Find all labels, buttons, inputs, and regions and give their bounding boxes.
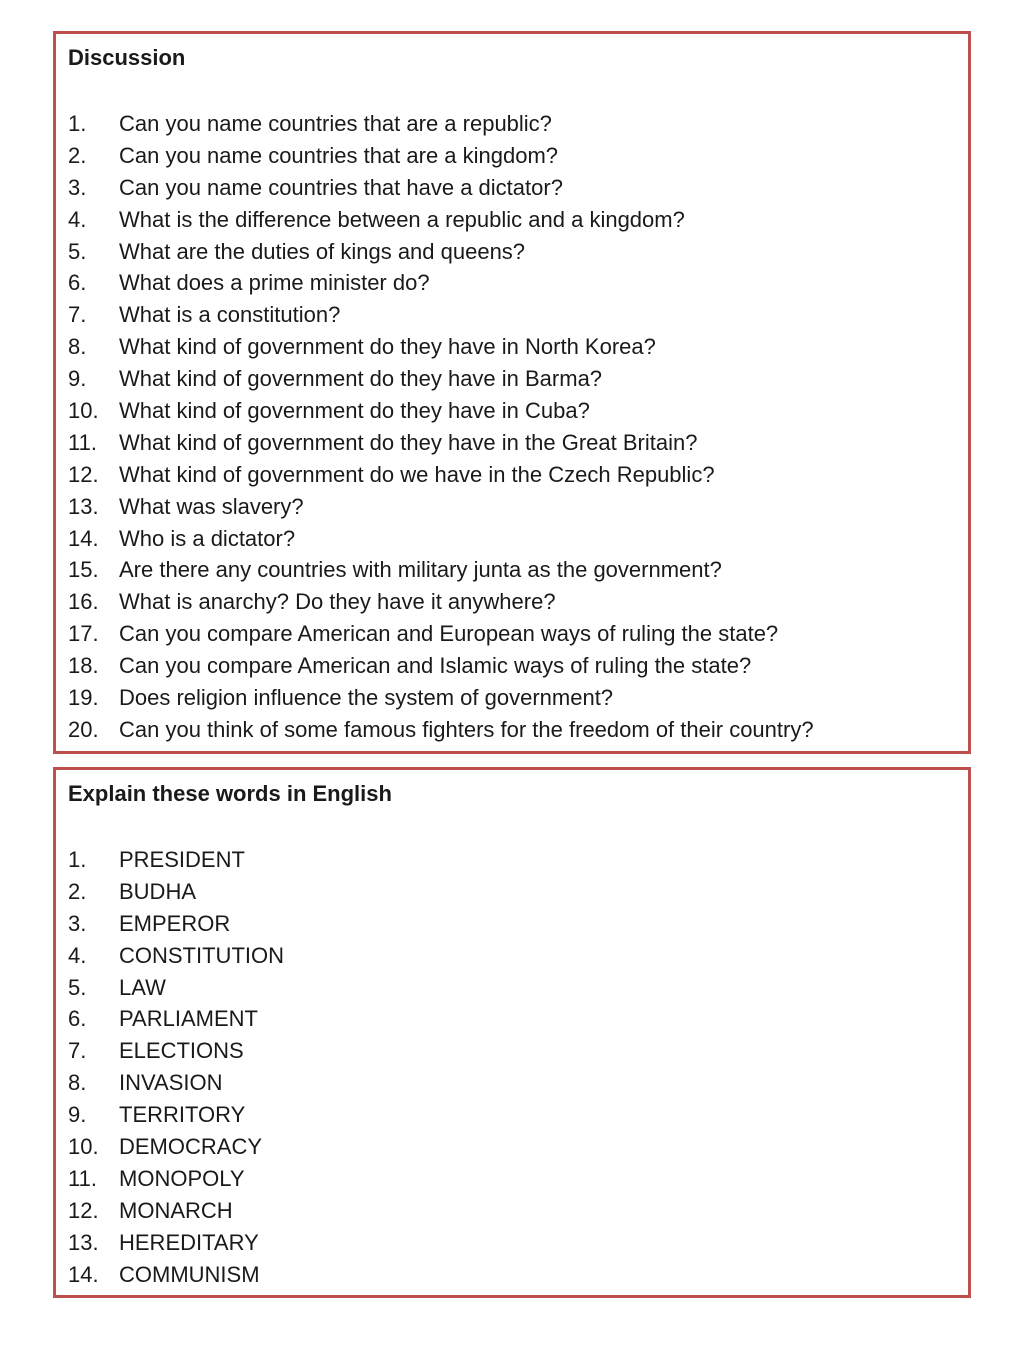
discussion-item <box>68 523 956 555</box>
discussion-item <box>68 267 956 299</box>
item-text: What kind of government do we have in the Czech Republic? <box>119 461 715 487</box>
item-number: 8. <box>68 1070 87 1096</box>
vocabulary-title: Explain these words in English <box>68 781 392 806</box>
item-text: What kind of government do they have in Cuba? <box>119 398 590 424</box>
item-text: Can you name countries that are a kingdom? <box>119 142 559 168</box>
item-number: 2. <box>68 142 87 168</box>
item-text: Are there any countries with military junta as the government? <box>119 557 722 583</box>
item-text: What kind of government do they have in North Korea? <box>119 334 656 360</box>
discussion-item <box>68 140 956 172</box>
item-number: 11. <box>68 1165 97 1191</box>
item-number: 5. <box>68 974 87 1000</box>
item-text: CONSTITUTION <box>119 942 284 968</box>
item-text: What kind of government do they have in Barma? <box>119 366 603 392</box>
item-number: 4. <box>68 206 87 232</box>
item-number: 1. <box>68 111 87 136</box>
item-text: What does a prime minister do? <box>119 270 430 296</box>
item-text: Does religion influence the system of government? <box>119 685 614 711</box>
vocabulary-item <box>68 1131 956 1163</box>
item-text: What is anarchy? Do they have it anywhere? <box>119 589 556 615</box>
vocabulary-item <box>68 1195 956 1227</box>
discussion-title: Discussion <box>68 45 186 70</box>
discussion-item <box>68 714 956 746</box>
vocabulary-box <box>53 767 971 1298</box>
item-text: What kind of government do they have in the Great Britain? <box>119 429 698 455</box>
item-number: 2. <box>68 878 87 904</box>
item-number: 8. <box>68 334 87 360</box>
vocabulary-list <box>68 844 956 1290</box>
item-text: EMPEROR <box>119 910 231 936</box>
discussion-item <box>68 682 956 714</box>
item-text: Can you think of some famous fighters for the freedom of their country? <box>119 716 814 742</box>
item-text: ELECTIONS <box>119 1038 244 1064</box>
item-text: Can you name countries that are a republic? <box>119 111 552 136</box>
item-number: 7. <box>68 1038 87 1064</box>
item-number: 14. <box>68 1261 99 1287</box>
vocabulary-item <box>68 1067 956 1099</box>
item-text: Can you name countries that have a dictator? <box>119 174 563 200</box>
discussion-item <box>68 586 956 618</box>
item-number: 6. <box>68 1006 87 1032</box>
item-number: 15. <box>68 557 99 583</box>
item-number: 17. <box>68 621 99 647</box>
item-text: COMMUNISM <box>119 1261 260 1287</box>
item-text: LAW <box>119 974 166 1000</box>
discussion-box <box>53 31 971 754</box>
item-text: PRESIDENT <box>119 847 245 872</box>
discussion-list <box>68 108 956 746</box>
discussion-item <box>68 331 956 363</box>
item-number: 10. <box>68 1134 99 1160</box>
item-text: What is the difference between a republic and a kingdom? <box>119 206 685 232</box>
item-number: 12. <box>68 461 99 487</box>
item-number: 18. <box>68 653 99 679</box>
item-text: Who is a dictator? <box>119 525 296 551</box>
item-text: BUDHA <box>119 878 197 904</box>
item-number: 19. <box>68 685 99 711</box>
vocabulary-item <box>68 844 956 876</box>
item-text: HEREDITARY <box>119 1229 259 1255</box>
discussion-item <box>68 204 956 236</box>
discussion-item <box>68 650 956 682</box>
item-number: 11. <box>68 429 97 455</box>
item-text: What is a constitution? <box>119 302 341 328</box>
item-number: 13. <box>68 1229 99 1255</box>
item-text: Can you compare American and European ways of ruling the state? <box>119 621 779 647</box>
item-number: 4. <box>68 942 87 968</box>
item-number: 13. <box>68 493 99 519</box>
vocabulary-item <box>68 1227 956 1259</box>
discussion-item <box>68 236 956 268</box>
item-text: TERRITORY <box>119 1102 246 1128</box>
item-text: What was slavery? <box>119 493 304 519</box>
discussion-item <box>68 459 956 491</box>
vocabulary-item <box>68 876 956 908</box>
vocabulary-item <box>68 1099 956 1131</box>
discussion-item <box>68 618 956 650</box>
item-number: 20. <box>68 716 99 742</box>
item-text: Can you compare American and Islamic ways of ruling the state? <box>119 653 752 679</box>
item-number: 12. <box>68 1197 99 1223</box>
item-text: MONOPOLY <box>119 1165 245 1191</box>
item-text: PARLIAMENT <box>119 1006 258 1032</box>
item-number: 7. <box>68 302 87 328</box>
discussion-item <box>68 172 956 204</box>
item-text: DEMOCRACY <box>119 1134 263 1160</box>
discussion-item <box>68 108 956 140</box>
vocabulary-item <box>68 1259 956 1291</box>
item-number: 3. <box>68 174 87 200</box>
discussion-item <box>68 427 956 459</box>
vocabulary-item <box>68 1003 956 1035</box>
item-number: 5. <box>68 238 87 264</box>
discussion-item <box>68 299 956 331</box>
discussion-item <box>68 554 956 586</box>
vocabulary-item <box>68 972 956 1004</box>
item-number: 14. <box>68 525 99 551</box>
discussion-item <box>68 491 956 523</box>
discussion-item <box>68 395 956 427</box>
item-number: 9. <box>68 366 87 392</box>
discussion-item <box>68 363 956 395</box>
vocabulary-item <box>68 1035 956 1067</box>
item-number: 3. <box>68 910 87 936</box>
item-text: What are the duties of kings and queens? <box>119 238 526 264</box>
item-number: 6. <box>68 270 87 296</box>
item-number: 10. <box>68 398 99 424</box>
vocabulary-item <box>68 908 956 940</box>
item-number: 1. <box>68 847 87 872</box>
item-text: INVASION <box>119 1070 223 1096</box>
item-number: 9. <box>68 1102 87 1128</box>
item-number: 16. <box>68 589 99 615</box>
vocabulary-item <box>68 1163 956 1195</box>
item-text: MONARCH <box>119 1197 233 1223</box>
vocabulary-item <box>68 940 956 972</box>
